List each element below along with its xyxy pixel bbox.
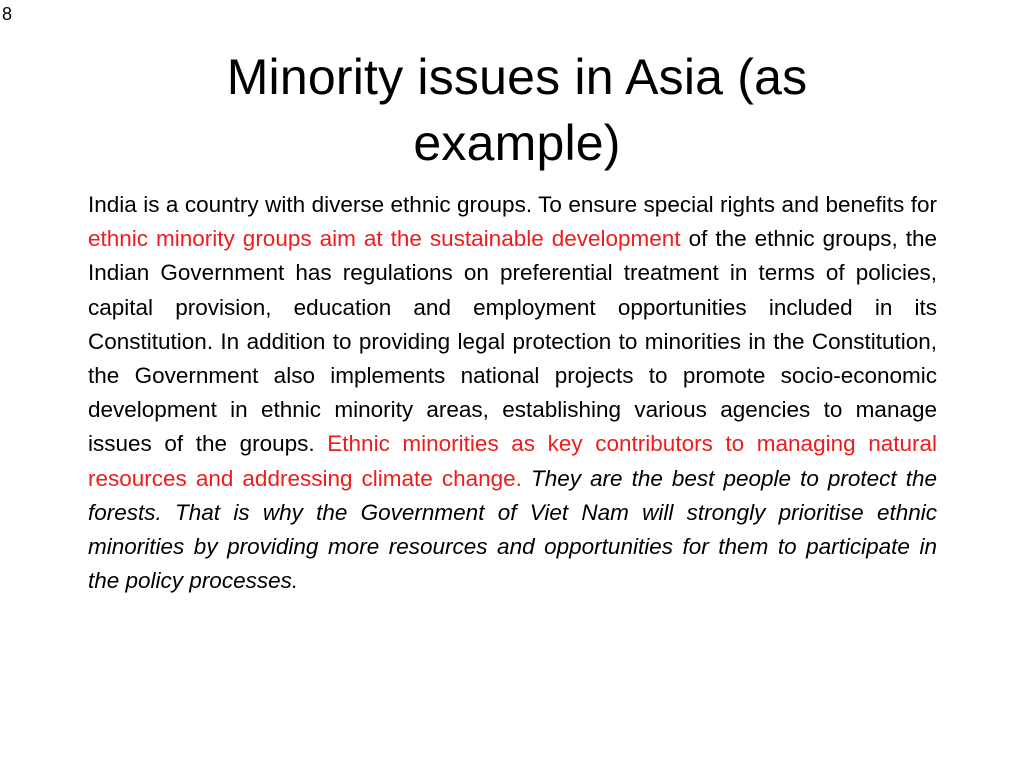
body-text-india-government: of the ethnic groups, the Indian Government has regulations on preferential treatment in terms of policies, capital provision, education and employment opportunities included in its Constitution. In addition to providing legal protection to minorities in the Constitution, the Government also implements national projects to promote socio-economic development in ethnic minority areas, establishing various agencies to manage issues of the groups. xyxy=(88,226,937,457)
body-highlight-sustainable-development: ethnic minority groups aim at the sustainable development xyxy=(88,226,681,252)
body-paragraph xyxy=(88,188,937,598)
slide-number: 8 xyxy=(2,4,13,24)
slide-title: Minority issues in Asia (as example) xyxy=(226,49,808,171)
body-text-viet-nam-italic: They are the best people to protect the forests. That is why the Government of Viet Nam will strongly prioritise ethnic minorities by providing more resources and opportunities for them to participate in the policy processes. xyxy=(88,465,937,594)
body-highlight-key-contributors: Ethnic minorities as key contributors to managing natural resources and addressing climate change. xyxy=(88,431,938,491)
body-text-intro: India is a country with diverse ethnic groups. To ensure special rights and benefits for xyxy=(88,192,937,217)
